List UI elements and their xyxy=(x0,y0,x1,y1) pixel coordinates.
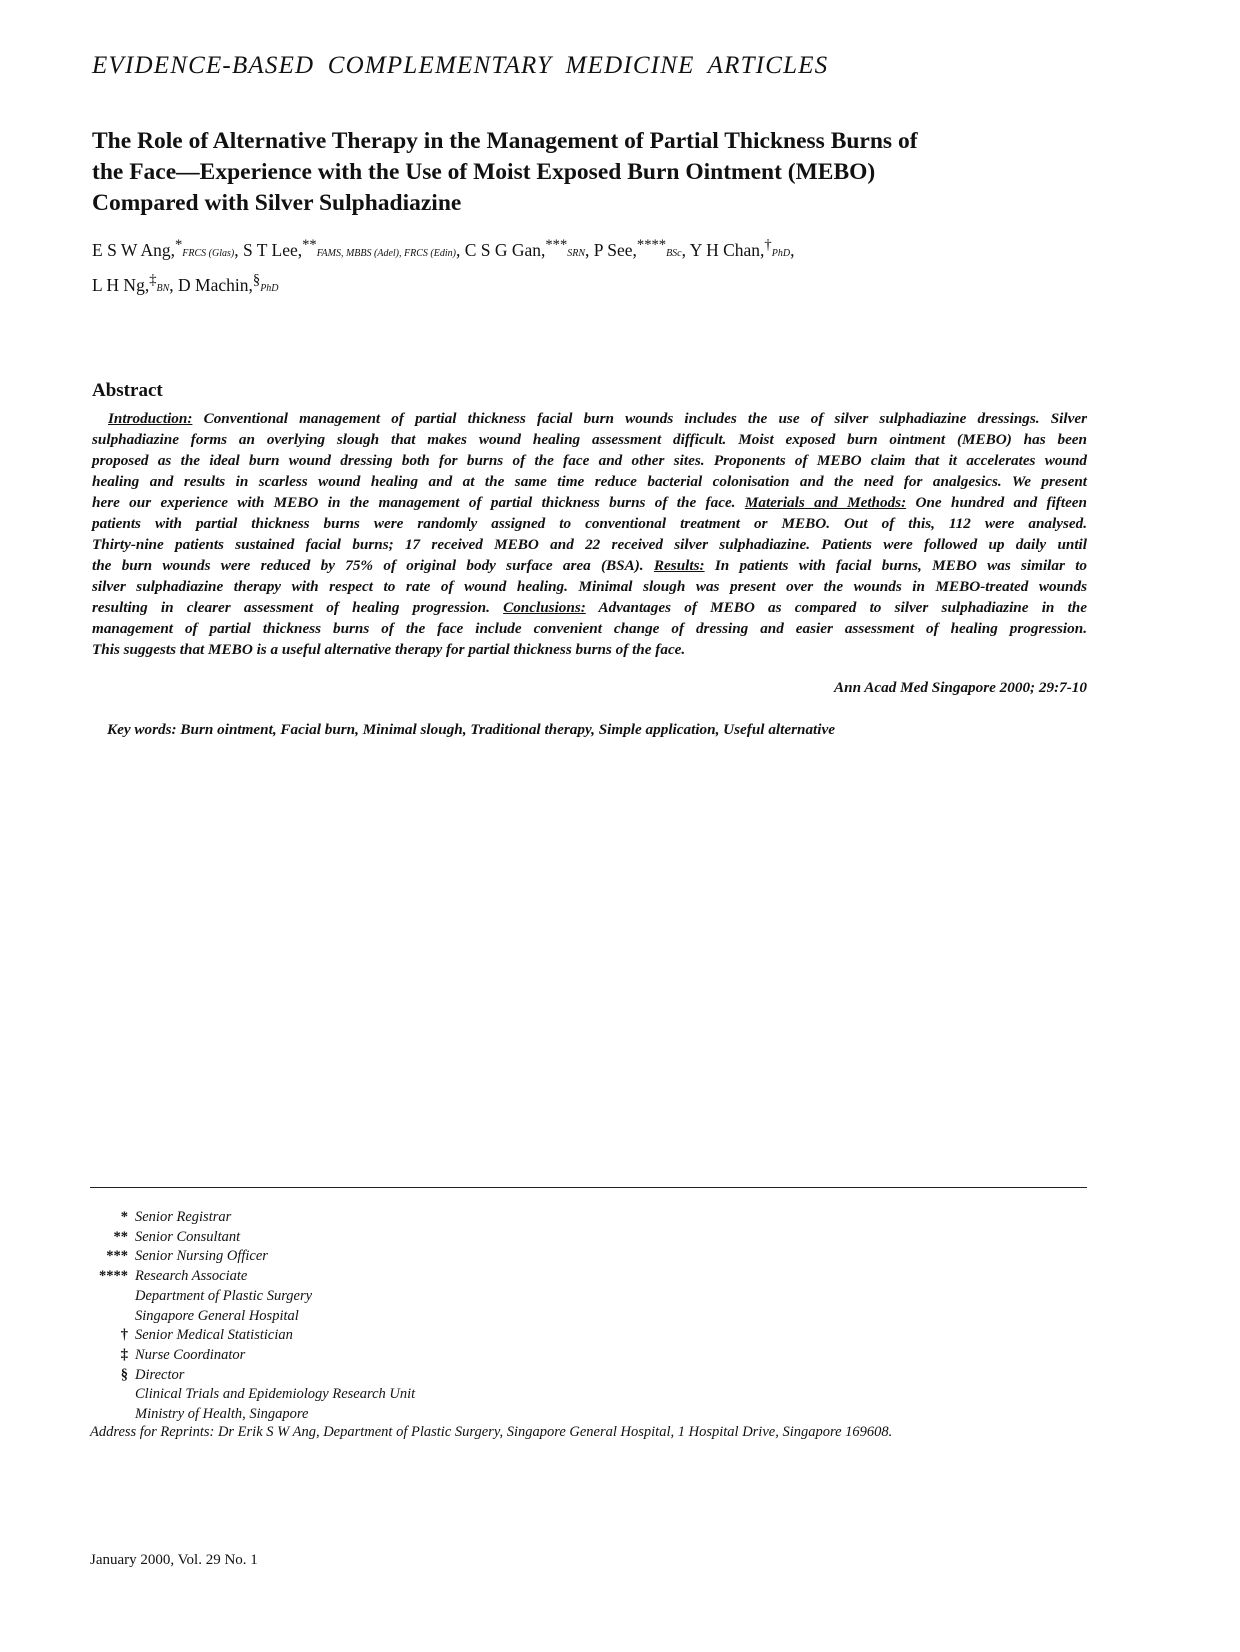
abstract-text: management of partial thickness burns of the face include convenient change of dressing and easier assessment of healing progression. xyxy=(92,620,1087,637)
abstract-line xyxy=(92,534,1087,555)
author xyxy=(242,237,465,260)
footnote-mark xyxy=(90,1287,135,1307)
abstract-line xyxy=(92,450,1087,471)
author-separator: , xyxy=(234,239,243,260)
abstract-text: Conventional management of partial thickness facial burn wounds includes the use of silver sulphadiazine dressings. Silver xyxy=(192,410,1087,427)
author xyxy=(593,237,690,260)
footnote-row xyxy=(90,1307,1090,1327)
footnote-text: Ministry of Health, Singapore xyxy=(135,1406,309,1423)
author-credentials: BN xyxy=(156,282,170,294)
footnote-text: Senior Registrar xyxy=(135,1209,232,1225)
footnote-text: Senior Consultant xyxy=(135,1228,241,1245)
footnote-mark: * xyxy=(120,1209,128,1225)
abstract-line xyxy=(92,408,1087,429)
author xyxy=(464,237,594,260)
issue-footer: January 2000, Vol. 29 No. 1 xyxy=(90,1552,258,1568)
abstract-line xyxy=(92,513,1087,534)
footnote-mark: ‡ xyxy=(120,1346,128,1363)
author-name: S T Lee, xyxy=(242,239,303,260)
abstract-text: This suggests that MEBO is a useful alternative therapy for partial thickness burns of the face. xyxy=(92,641,686,658)
author-credentials: SRN xyxy=(567,247,586,259)
abstract-line xyxy=(92,597,1087,618)
affiliation-footnotes xyxy=(90,1208,1090,1425)
author-credentials: PhD xyxy=(260,282,279,294)
abstract-line xyxy=(92,639,1087,660)
keywords: Key words: Burn ointment, Facial burn, Minimal slough, Traditional therapy, Simple application, Useful alternative xyxy=(107,721,835,738)
author-credentials: PhD xyxy=(771,247,791,259)
abstract-heading: Abstract xyxy=(92,380,163,401)
footnote-row xyxy=(90,1405,1090,1425)
author-mark: ** xyxy=(302,237,317,253)
abstract-text: Thirty-nine patients sustained facial burns; 17 received MEBO and 22 received silver sulphadiazine. Patients were followed up daily until xyxy=(92,536,1087,553)
abstract-line xyxy=(92,576,1087,597)
abstract-line xyxy=(92,492,1087,513)
abstract-text: silver sulphadiazine therapy with respect to rate of wound healing. Minimal slough was present over the wounds in MEBO-treated wounds xyxy=(92,578,1087,595)
footnote-row xyxy=(90,1326,1090,1346)
footnote-mark xyxy=(90,1307,135,1327)
footnote-row xyxy=(90,1366,1090,1386)
footnote-mark xyxy=(90,1385,135,1405)
abstract-line xyxy=(92,555,1087,576)
footnote-mark: *** xyxy=(106,1248,128,1265)
abstract-text: healing and results in scarless wound healing and at the same time reduce bacterial colonisation and the need for analgesics. We present xyxy=(92,473,1087,490)
author-mark: **** xyxy=(636,237,667,253)
footnote-row xyxy=(90,1385,1090,1405)
author-separator: , xyxy=(790,239,795,260)
author-mark: *** xyxy=(545,237,568,253)
title-line: The Role of Alternative Therapy in the Management of Partial Thickness Burns of xyxy=(92,128,918,154)
abstract-text: proposed as the ideal burn wound dressing both for burns of the face and other sites. Proponents of MEBO claim that it accelerates wound xyxy=(92,452,1087,469)
author-separator: , xyxy=(681,239,690,260)
abstract-text: patients with partial thickness burns were randomly assigned to conventional treatment or MEBO. Out of this, 112 were analysed. xyxy=(92,515,1087,532)
author-separator: , xyxy=(455,239,465,260)
footnote-mark: § xyxy=(120,1366,128,1383)
title-line: the Face—Experience with the Use of Moist Exposed Burn Ointment (MEBO) xyxy=(92,159,876,185)
abstract-text: the burn wounds were reduced by 75% of original body surface area (BSA). xyxy=(92,557,654,574)
author xyxy=(689,237,795,260)
author-name: L H Ng, xyxy=(92,274,150,295)
title-line: Compared with Silver Sulphadiazine xyxy=(92,190,462,216)
author-mark: * xyxy=(174,237,183,253)
author-credentials: FAMS, MBBS (Adel), FRCS (Edin) xyxy=(316,247,456,259)
footnote-row xyxy=(90,1287,1090,1307)
footnote-row xyxy=(90,1247,1090,1267)
abstract-text: resulting in clearer assessment of healing progression. xyxy=(92,599,504,616)
footnote-text: Senior Nursing Officer xyxy=(135,1248,268,1265)
author-credentials: FRCS (Glas) xyxy=(182,247,235,259)
author-line xyxy=(92,232,1092,267)
footnote-mark: ** xyxy=(113,1228,128,1245)
footnote-row xyxy=(90,1346,1090,1366)
author-mark: † xyxy=(764,237,772,253)
journal-citation: Ann Acad Med Singapore 2000; 29:7-10 xyxy=(834,679,1087,696)
footnote-row xyxy=(90,1267,1090,1287)
author-mark: § xyxy=(252,271,261,288)
author-separator: , xyxy=(585,239,594,260)
footnote-mark: **** xyxy=(99,1268,128,1285)
footnote-text: Senior Medical Statistician xyxy=(135,1327,293,1344)
footnote-text: Director xyxy=(135,1366,185,1383)
author-name: Y H Chan, xyxy=(689,239,765,260)
abstract-section-label: Results: xyxy=(653,557,705,574)
footnote-row xyxy=(90,1208,1090,1228)
footnote-text: Department of Plastic Surgery xyxy=(135,1287,313,1304)
abstract-line xyxy=(92,471,1087,492)
footnote-row xyxy=(90,1228,1090,1248)
author-separator: , xyxy=(169,274,179,295)
article-title xyxy=(92,126,1102,219)
abstract-section-label: Materials and Methods: xyxy=(744,494,907,511)
section-header: EVIDENCE-BASED COMPLEMENTARY MEDICINE ARTICLES xyxy=(92,52,829,79)
author-list xyxy=(92,232,1092,302)
abstract-line xyxy=(92,429,1087,450)
author-line xyxy=(92,267,1092,302)
author-mark: ‡ xyxy=(149,271,157,288)
footnote-text: Nurse Coordinator xyxy=(135,1346,246,1363)
abstract-section-label: Conclusions: xyxy=(503,599,586,616)
author-credentials: BSc xyxy=(666,247,682,259)
abstract-text: here our experience with MEBO in the management of partial thickness burns of the face. xyxy=(92,494,745,511)
footnote-text: Research Associate xyxy=(135,1268,248,1285)
reprint-address: Address for Reprints: Dr Erik S W Ang, Department of Plastic Surgery, Singapore General Hospital, 1 Hospital Drive, Singapore 169608. xyxy=(90,1424,893,1440)
abstract-body xyxy=(92,408,1087,660)
footnote-text: Clinical Trials and Epidemiology Research Unit xyxy=(135,1386,416,1403)
abstract-section-label: Introduction: xyxy=(108,410,193,427)
author-name: C S G Gan, xyxy=(464,239,546,260)
footnote-text: Singapore General Hospital xyxy=(135,1307,299,1324)
abstract-text: One hundred and fifteen xyxy=(906,494,1087,511)
author-name: D Machin, xyxy=(178,274,253,295)
author xyxy=(92,237,243,260)
footnote-mark xyxy=(90,1405,135,1425)
author xyxy=(92,271,179,295)
author xyxy=(178,271,279,295)
footnote-divider xyxy=(90,1187,1087,1188)
abstract-line xyxy=(92,618,1087,639)
author-name: P See, xyxy=(593,239,637,260)
author-name: E S W Ang, xyxy=(92,239,175,260)
footnote-mark: † xyxy=(120,1327,128,1344)
abstract-text: sulphadiazine forms an overlying slough that makes wound healing assessment difficult. Moist exposed burn ointment (MEBO) has been xyxy=(92,431,1087,448)
abstract-text: Advantages of MEBO as compared to silver sulphadiazine in the xyxy=(585,599,1087,616)
abstract-text: In patients with facial burns, MEBO was similar to xyxy=(704,557,1088,574)
